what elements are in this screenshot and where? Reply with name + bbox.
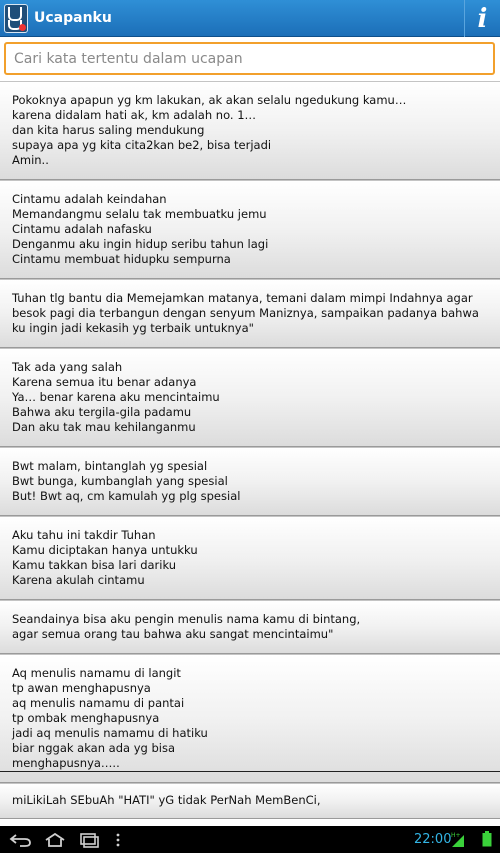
search-bar bbox=[0, 37, 500, 81]
signal-icon bbox=[451, 830, 465, 848]
info-button[interactable] bbox=[464, 0, 500, 37]
battery-icon bbox=[482, 831, 492, 847]
list-item[interactable]: Seandainya bisa aku pengin menulis nama kamu di bintang, agar semua orang tau bahwa aku sangat mencintaimu" bbox=[0, 600, 500, 654]
app-title: Ucapanku bbox=[34, 10, 112, 26]
info-icon: i bbox=[477, 3, 488, 34]
list-item[interactable]: Bwt malam, bintanglah yg spesial Bwt bunga, kumbanglah yang spesial But! Bwt aq, cm kamulah yg plg spesial bbox=[0, 447, 500, 516]
list-item[interactable]: Pokoknya apapun yg km lakukan, ak akan selalu ngedukung kamu… karena didalam hati ak, km adalah no. 1… dan kita harus saling mendukung supaya apa yg kita cita2kan be2, bisa terjadi Amin.. bbox=[0, 81, 500, 180]
list-bottom-divider bbox=[0, 771, 500, 772]
list-item[interactable]: miLikiLah SEbuAh "HATI" yG tidak PerNah MemBenCi, bbox=[0, 783, 500, 819]
quote-list[interactable] bbox=[0, 81, 500, 807]
app-logo-icon[interactable] bbox=[4, 4, 28, 33]
search-input[interactable] bbox=[4, 42, 495, 75]
home-icon[interactable] bbox=[42, 831, 68, 849]
recent-apps-icon[interactable] bbox=[76, 831, 102, 849]
logo-heart-icon bbox=[19, 24, 26, 31]
list-item[interactable]: Aq menulis namamu di langit tp awan menghapusnya aq menulis namamu di pantai tp ombak menghapusnya jadi aq menulis namamu di hatiku biar nggak akan ada yg bisa menghapusnya….. bbox=[0, 654, 500, 783]
clock: 22:00 bbox=[414, 832, 452, 847]
logo-letter-u-top bbox=[8, 7, 22, 21]
back-icon[interactable] bbox=[8, 831, 34, 849]
list-item[interactable]: Aku tahu ini takdir Tuhan Kamu diciptakan hanya untukku Kamu takkan bisa lari dariku Karena akulah cintamu bbox=[0, 516, 500, 600]
list-item[interactable]: Tak ada yang salah Karena semua itu benar adanya Ya… benar karena aku mencintaimu Bahwa aku tergila-gila padamu Dan aku tak mau kehilanganmu bbox=[0, 348, 500, 447]
action-bar bbox=[0, 0, 500, 37]
system-navigation-bar bbox=[0, 826, 500, 853]
svg-text:H+: H+ bbox=[451, 832, 461, 839]
list-item[interactable]: Cintamu adalah keindahan Memandangmu selalu tak membuatku jemu Cintamu adalah nafasku Denganmu aku ingin hidup seribu tahun lagi Cintamu membuat hidupku sempurna bbox=[0, 180, 500, 279]
menu-icon[interactable] bbox=[112, 831, 138, 849]
list-item[interactable]: Tuhan tlg bantu dia Memejamkan matanya, temani dalam mimpi Indahnya agar besok pagi dia terbangun dengan senyum Maniznya, sampaikan padanya bahwa ku ingin jadi kekasih yg terbaik untuknya" bbox=[0, 279, 500, 348]
